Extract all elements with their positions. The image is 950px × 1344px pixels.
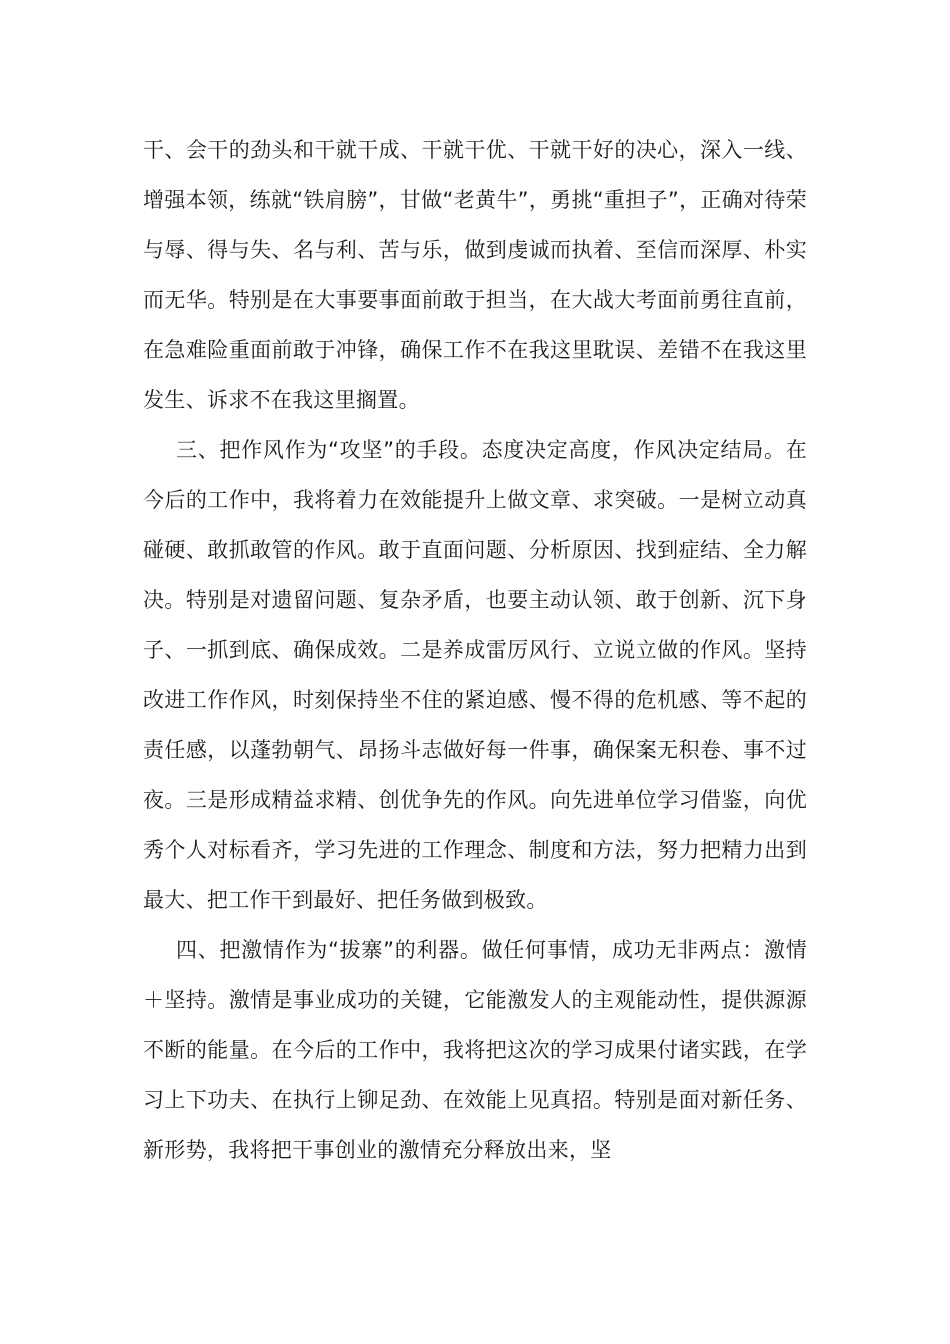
paragraph-section-three: 三、把作风作为“攻坚”的手段。态度决定高度，作风决定结局。在今后的工作中，我将着力在效能提升上做文章、求突破。一是树立动真碰硬、敢抓敢管的作风。敢于直面问题、分析原因、找到症结、全力解决。特别是对遗留问题、复杂矛盾，也要主动认领、敢于创新、沉下身子、一抓到底、确保成效。二是养成雷厉风行、立说立做的作风。坚持改进工作作风，时刻保持坐不住的紧迫感、慢不得的危机感、等不起的责任感，以蓬勃朝气、昂扬斗志做好每一件事，确保案无积卷、事不过夜。三是形成精益求精、创优争先的作风。向先进单位学习借鉴，向优秀个人对标看齐，学习先进的工作理念、制度和方法，努力把精力出到最大、把工作干到最好、把任务做到极致。: [143, 438, 807, 912]
paragraph-continuation: 干、会干的劲头和干就干成、干就干优、干就干好的决心，深入一线、增强本领，练就“铁肩膀”，甘做“老黄牛”，勇挑“重担子”，正确对待荣与辱、得与失、名与利、苦与乐，做到虔诚而执着、至信而深厚、朴实而无华。特别是在大事要事面前敢于担当，在大战大考面前勇往直前，在急难险重面前敢于冲锋，确保工作不在我这里耽误、差错不在我这里发生、诉求不在我这里搁置。: [143, 138, 807, 412]
document-body: [143, 125, 807, 1175]
paragraph-section-four: 四、把激情作为“拔寨”的利器。做任何事情，成功无非两点：激情＋坚持。激情是事业成功的关键，它能激发人的主观能动性，提供源源不断的能量。在今后的工作中，我将把这次的学习成果付诸实践，在学习上下功夫、在执行上铆足劲、在效能上见真招。特别是面对新任务、新形势，我将把干事创业的激情充分释放出来，坚: [143, 938, 807, 1162]
